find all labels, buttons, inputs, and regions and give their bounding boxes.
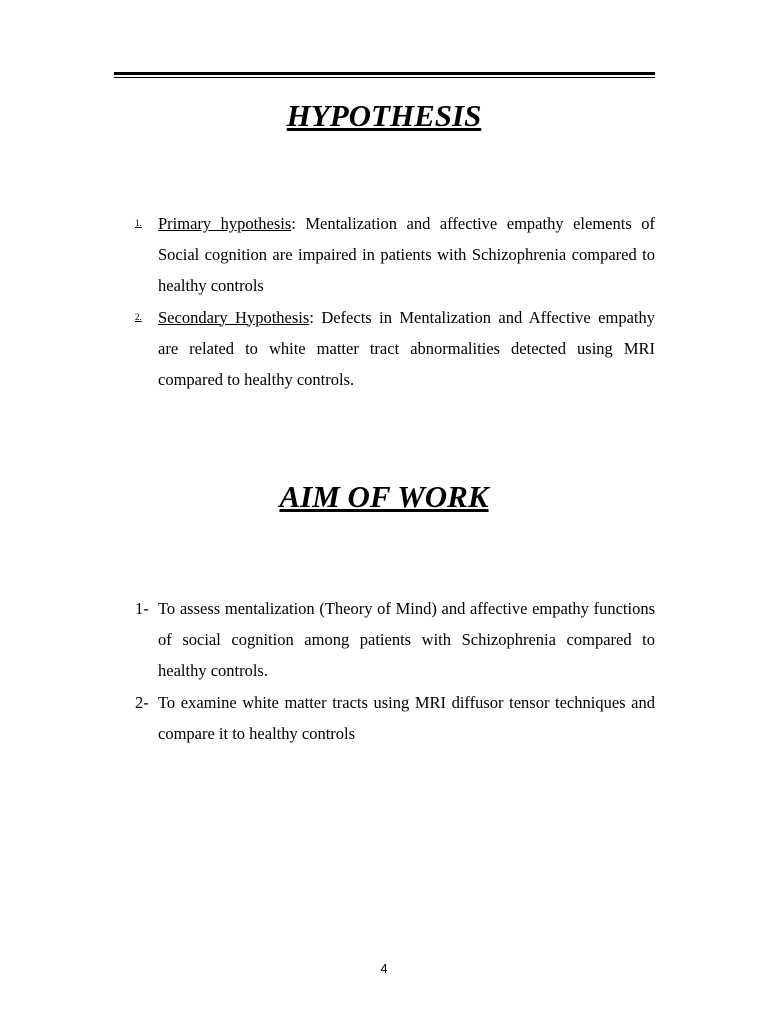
- aim-text: To assess mentalization (Theory of Mind) and affective empathy functions of social cognition among patients with Schizophrenia compared to healthy controls.: [158, 599, 655, 681]
- page-number: 4: [380, 961, 388, 976]
- label-colon: :: [291, 214, 296, 233]
- hypothesis-label: Primary hypothesis: [158, 214, 292, 233]
- list-number: 1.: [135, 218, 142, 228]
- hypothesis-label: Secondary Hypothesis: [158, 307, 310, 327]
- hypothesis-list: [114, 208, 655, 395]
- hypothesis-text: Defects in Mentalization and Affective empathy are related to white matter tract abnormalities detected using MRI compared to healthy controls.: [158, 307, 655, 390]
- list-number: 2.: [135, 311, 142, 322]
- header-rule-thick: [114, 72, 655, 75]
- hypothesis-item-secondary: [114, 302, 655, 396]
- aim-list: [114, 593, 655, 749]
- label-colon: :: [309, 307, 314, 327]
- list-number: 2-: [135, 692, 149, 712]
- aim-heading: AIM OF WORK: [279, 479, 489, 514]
- header-rule-thin: [114, 77, 655, 78]
- aim-text: To examine white matter tracts using MRI diffusor tensor techniques and compare it to healthy controls: [158, 692, 655, 743]
- aim-item-1: [114, 593, 655, 687]
- aim-item-2: [114, 687, 655, 749]
- hypothesis-heading: HYPOTHESIS: [286, 98, 482, 133]
- hypothesis-item-primary: [114, 208, 655, 302]
- list-number: 1-: [135, 599, 149, 618]
- hypothesis-text: Mentalization and affective empathy elements of Social cognition are impaired in patients with Schizophrenia compared to healthy controls: [158, 214, 655, 296]
